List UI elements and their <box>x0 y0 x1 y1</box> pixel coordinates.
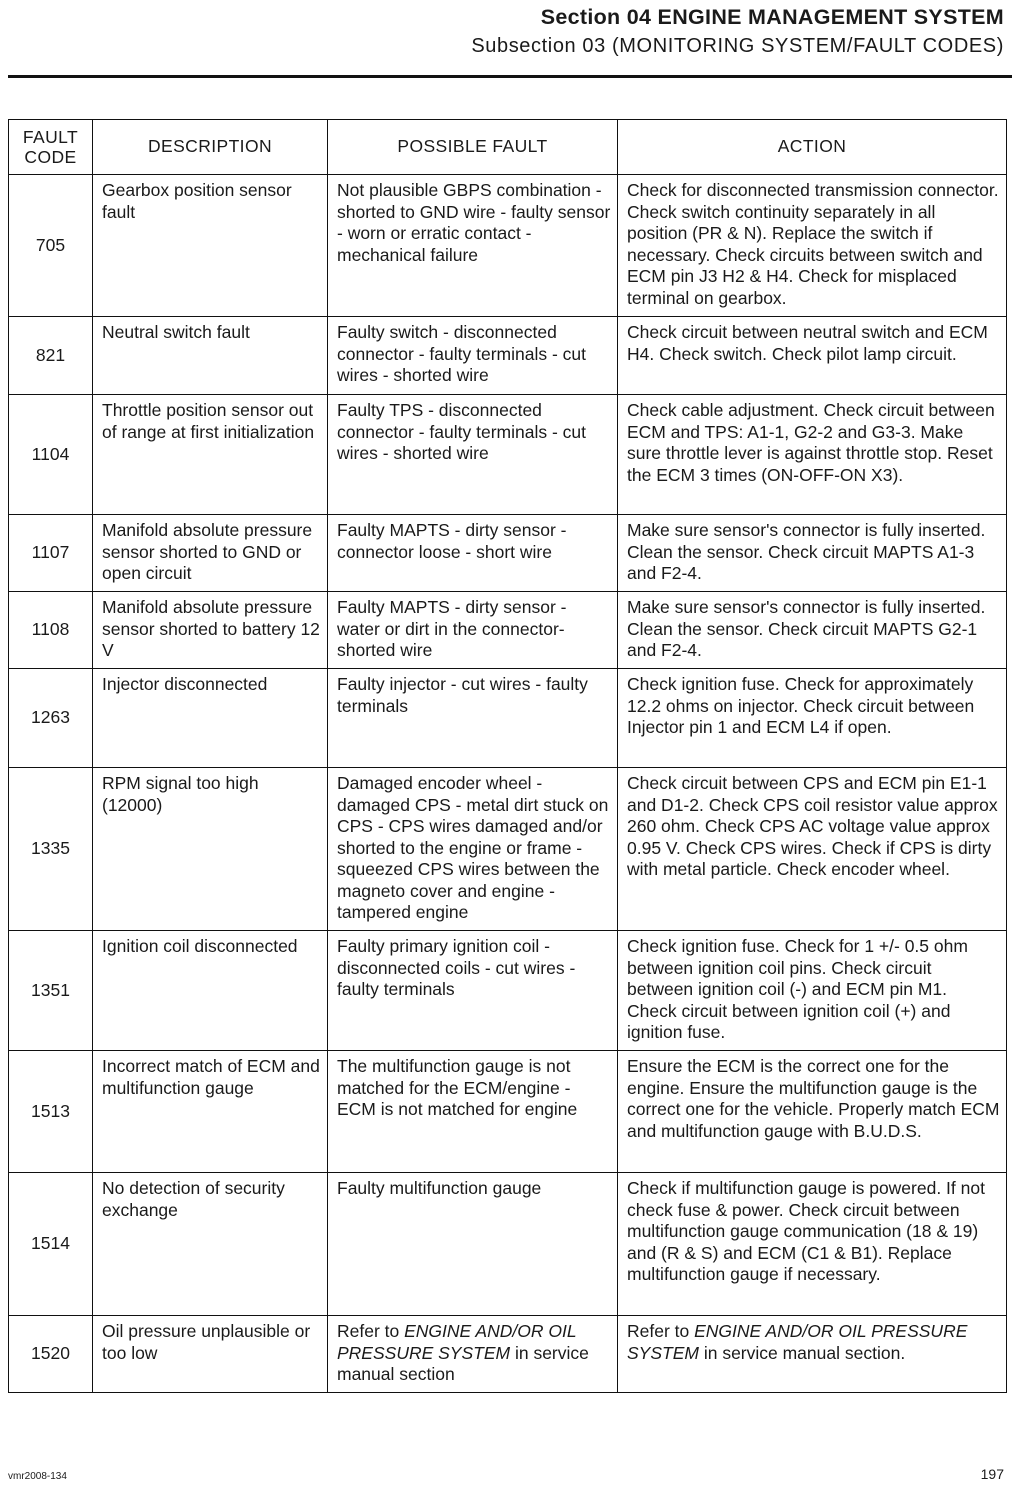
fault-action: Check ignition fuse. Check for 1 +/- 0.5 ohm between ignition coil pins. Check circuit between ignition coil (-) and ECM pin M1. Check circuit between ignition coil (+) and ignition fuse. <box>618 931 1007 1051</box>
table-row <box>9 1051 1007 1173</box>
table-row <box>9 515 1007 592</box>
action-text: Refer to <box>627 1321 695 1341</box>
table-row <box>9 768 1007 931</box>
action-reference: ENGINE AND/OR OIL PRESSURE SYSTEM <box>627 1321 968 1363</box>
fault-description: Oil pressure unplausible or too low <box>93 1316 328 1393</box>
fault-description: Ignition coil disconnected <box>93 931 328 1051</box>
fault-code: 1104 <box>9 395 93 515</box>
fault-code: 1108 <box>9 592 93 669</box>
possible-fault: Faulty switch - disconnected connector - faulty terminals - cut wires - shorted wire <box>328 317 618 395</box>
fault-description: Incorrect match of ECM and multifunction gauge <box>93 1051 328 1173</box>
table-row <box>9 1316 1007 1393</box>
possible-fault: The multifunction gauge is not matched for the ECM/engine - ECM is not matched for engine <box>328 1051 618 1173</box>
fault-description: Injector disconnected <box>93 669 328 768</box>
fault-description: Gearbox position sensor fault <box>93 175 328 317</box>
fault-action <box>618 1316 1007 1393</box>
fault-description: Manifold absolute pressure sensor shorted to battery 12 V <box>93 592 328 669</box>
fault-action: Ensure the ECM is the correct one for the engine. Ensure the multifunction gauge is the correct one for the vehicle. Properly match ECM and multifunction gauge with B.U.D.S. <box>618 1051 1007 1173</box>
possible-fault: Faulty MAPTS - dirty sensor - connector loose - short wire <box>328 515 618 592</box>
table-row <box>9 592 1007 669</box>
fault-action: Check circuit between neutral switch and ECM H4. Check switch. Check pilot lamp circuit. <box>618 317 1007 395</box>
fault-description: No detection of security exchange <box>93 1173 328 1316</box>
table-header-row <box>9 120 1007 175</box>
fault-code: 1514 <box>9 1173 93 1316</box>
possible-fault <box>328 1316 618 1393</box>
possible-fault: Faulty primary ignition coil - disconnected coils - cut wires - faulty terminals <box>328 931 618 1051</box>
table-row <box>9 669 1007 768</box>
section-title: Section 04 ENGINE MANAGEMENT SYSTEM <box>540 5 1004 29</box>
subsection-title: Subsection 03 (MONITORING SYSTEM/FAULT CODES) <box>471 35 1004 57</box>
fault-description: Manifold absolute pressure sensor shorted to GND or open circuit <box>93 515 328 592</box>
action-text: in service manual section. <box>698 1342 906 1363</box>
fault-code: 1351 <box>9 931 93 1051</box>
header-rule <box>8 75 1012 78</box>
possible-fault: Faulty multifunction gauge <box>328 1173 618 1316</box>
possible-fault: Faulty TPS - disconnected connector - faulty terminals - cut wires - shorted wire <box>328 395 618 515</box>
fault-action: Check circuit between CPS and ECM pin E1-1 and D1-2. Check CPS coil resistor value approx 260 ohm. Check CPS AC voltage value approx 0.95 V. Check CPS wires. Check if CPS is dirty with metal particle. Check encoder wheel. <box>618 768 1007 931</box>
fault-code: 1263 <box>9 669 93 768</box>
fault-action: Check cable adjustment. Check circuit between ECM and TPS: A1-1, G2-2 and G3-3. Make sure throttle lever is against throttle stop. Reset the ECM 3 times (ON-OFF-ON X3). <box>618 395 1007 515</box>
fault-code: 821 <box>9 317 93 395</box>
fault-action: Make sure sensor's connector is fully inserted. Clean the sensor. Check circuit MAPTS A1-3 and F2-4. <box>618 515 1007 592</box>
table-row <box>9 175 1007 317</box>
column-header-fault-code: FAULT CODE <box>9 120 93 175</box>
possible-fault-text: Refer to <box>337 1321 405 1341</box>
fault-action: Check ignition fuse. Check for approximately 12.2 ohms on injector. Check circuit between Injector pin 1 and ECM L4 if open. <box>618 669 1007 768</box>
document-code: vmr2008-134 <box>8 1471 67 1482</box>
possible-fault: Damaged encoder wheel - damaged CPS - metal dirt stuck on CPS - CPS wires damaged and/or shorted to the engine or frame - squeezed CPS wires between the magneto cover and engine - tampered engine <box>328 768 618 931</box>
column-header-action: ACTION <box>618 120 1007 175</box>
possible-fault: Not plausible GBPS combination - shorted to GND wire - faulty sensor - worn or erratic contact - mechanical failure <box>328 175 618 317</box>
fault-code: 1513 <box>9 1051 93 1173</box>
table-row <box>9 931 1007 1051</box>
fault-action: Check if multifunction gauge is powered. If not check fuse & power. Check circuit between multifunction gauge communication (18 & 19) and (R & S) and ECM (C1 & B1). Replace multifunction gauge if necessary. <box>618 1173 1007 1316</box>
fault-action: Make sure sensor's connector is fully inserted. Clean the sensor. Check circuit MAPTS G2-1 and F2-4. <box>618 592 1007 669</box>
fault-description: RPM signal too high (12000) <box>93 768 328 931</box>
fault-code: 1335 <box>9 768 93 931</box>
fault-code: 1520 <box>9 1316 93 1393</box>
fault-code: 705 <box>9 175 93 317</box>
table-row <box>9 395 1007 515</box>
column-header-possible-fault: POSSIBLE FAULT <box>328 120 618 175</box>
fault-code: 1107 <box>9 515 93 592</box>
column-header-description: DESCRIPTION <box>93 120 328 175</box>
page-number: 197 <box>980 1466 1004 1482</box>
possible-fault: Faulty MAPTS - dirty sensor - water or dirt in the connector-shorted wire <box>328 592 618 669</box>
table-row <box>9 317 1007 395</box>
possible-fault-text: in service manual section <box>337 1342 589 1384</box>
fault-description: Throttle position sensor out of range at first initialization <box>93 395 328 515</box>
table-row <box>9 1173 1007 1316</box>
page-header <box>471 4 1004 59</box>
possible-fault-reference: ENGINE AND/OR OIL PRESSURE SYSTEM <box>337 1321 577 1363</box>
fault-code-table <box>8 119 1007 1393</box>
possible-fault: Faulty injector - cut wires - faulty terminals <box>328 669 618 768</box>
fault-description: Neutral switch fault <box>93 317 328 395</box>
fault-action: Check for disconnected transmission connector. Check switch continuity separately in all position (PR & N). Replace the switch if necessary. Check circuits between switch and ECM pin J3 H2 & H4. Check for misplaced terminal on gearbox. <box>618 175 1007 317</box>
